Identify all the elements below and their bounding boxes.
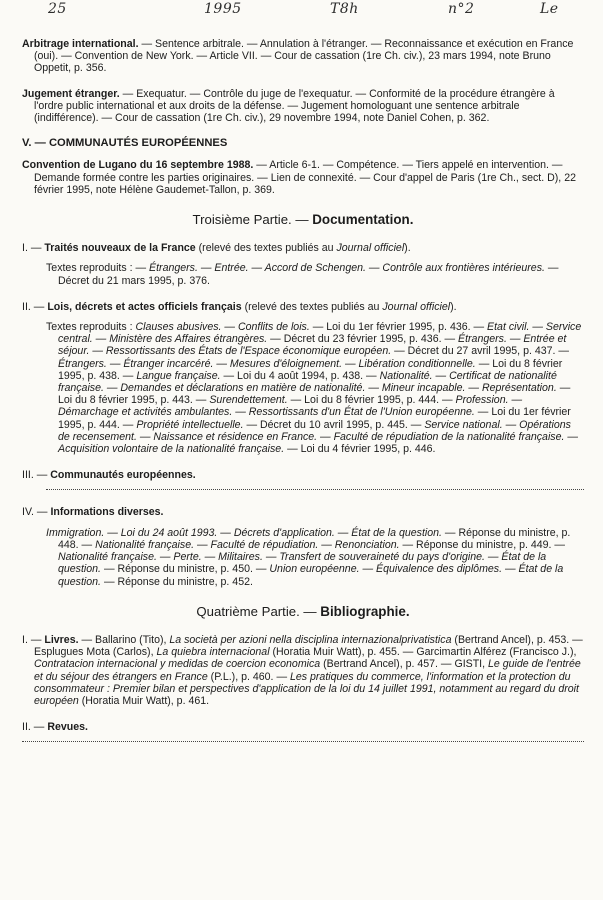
doc-section-2-heading: II. — Lois, décrets et actes officiels français (relevé des textes publiés au Journal officiel). xyxy=(22,300,457,313)
doc-section-4-body: Immigration. — Loi du 24 août 1993. — Décrets d'application. — État de la question. — Réponse du ministre, p. 448. — Nationalité française. — Faculté de répudiation. — Renonciation. — Réponse du ministre, p. 449. — Nationalité française. — Perte. — Militaires. — Transfert de souveraineté du pays d'origine. — État de la question. — Réponse du ministre, p. 450. — Union européenne. — Équivalence des diplômes. — État de la question. — Réponse du ministre, p. 452. xyxy=(46,526,571,588)
entry-arbitrage: Arbitrage international. — Sentence arbitrale. — Annulation à l'étranger. — Reconnaissance et exécution en France (oui). — Convention de New York. — Article VII. — Cour de cassation (1re Ch. civ.), 23 mars 1994, note Bruno Oppetit, p. 356. xyxy=(22,38,574,75)
doc-section-3-heading: III. — Communautés européennes. xyxy=(22,469,196,482)
section-v-heading: V. — COMMUNAUTÉS EUROPÉENNES xyxy=(22,137,228,150)
handwritten-note-3: T8h xyxy=(330,1,359,17)
document-page xyxy=(22,38,584,758)
dotted-leader-2 xyxy=(22,735,584,742)
biblio-books: I. — Livres. — Ballarino (Tito), La società per azioni nella disciplina internazionalprivatistica (Bertrand Ancel), p. 453. — Esplugues Mota (Carlos), La quiebra internacional (Horatia Muir Watt), p. 455. — Garcimartin Alférez (Francisco J.), Contratacion internacional y medidas de coercion economica (Bertrand Ancel), p. 457. — GISTI, Le guide de l'entrée et du séjour des étrangers en France (P.L.), p. 460. — Les pratiques du commerce, l'information et la protection du consommateur : Premier bilan et perspectives d'application de la loi du 14 juillet 1991, notamment au regard du droit européen (Horatia Muir Watt), p. 461. xyxy=(22,633,583,707)
handwritten-note-4: n°2 xyxy=(448,1,475,17)
entry-lugano: Convention de Lugano du 16 septembre 1988. — Article 6-1. — Compétence. — Tiers appelé en intervention. — Demande formée contre les parties originaires. — Lien de connexité. — Cour d'appel de Paris (1re Ch., sect. D), 22 février 1995, note Hélène Gaudemet-Tallon, p. 369. xyxy=(22,159,576,196)
biblio-section-2-heading: II. — Revues. xyxy=(22,721,88,734)
dotted-leader xyxy=(46,483,584,490)
handwritten-note-1: 25 xyxy=(48,1,67,17)
doc-section-1-heading: I. — Traités nouveaux de la France (relevé des textes publiés au Journal officiel). xyxy=(22,242,411,255)
handwritten-note-5: Le xyxy=(540,1,559,17)
doc-section-2-body: Textes reproduits : Clauses abusives. — Conflits de lois. — Loi du 1er février 1995, p. 436. — Etat civil. — Service central. — Ministère des Affaires étrangères. — Décret du 23 février 1995, p. 436. — Étrangers. — Entrée et séjour. — Ressortissants des États de l'Espace économique européen. — Décret du 27 avril 1995, p. 437. — Étrangers. — Étranger incarcéré. — Mesures d'éloignement. — Libération conditionnelle. — Loi du 8 février 1995, p. 438. — Langue française. — Loi du 4 août 1994, p. 438. — Nationalité. — Certificat de nationalité française. — Demandes et déclarations en matière de nationalité. — Mineur incapable. — Représentation. — Loi du 8 février 1995, p. 443. — Surendettement. — Loi du 8 février 1995, p. 444. — Profession. — Démarchage et activités ambulantes. — Ressortissants d'un État de l'Union européenne. — Loi du 1er février 1995, p. 444. — Propriété intellectuelle. — Décret du 10 avril 1995, p. 445. — Service national. — Opérations de recensement. — Naissance et résidence en France. — Faculté de répudiation de la nationalité française. — Acquisition volontaire de la nationalité française. — Loi du 4 février 1995, p. 446. xyxy=(46,321,582,456)
handwritten-note-2: 1995 xyxy=(204,1,242,17)
doc-section-4-heading: IV. — Informations diverses. xyxy=(22,506,164,519)
part-three-title: Troisième Partie. — Documentation. xyxy=(192,212,414,228)
part-four-title: Quatrième Partie. — Bibliographie. xyxy=(196,603,410,619)
entry-jugement-etranger: Jugement étranger. — Exequatur. — Contrôle du juge de l'exequatur. — Conformité de la procédure étrangère à l'ordre public international et aux droits de la défense. — Jugement homologuant une sentence arbitrale (indifférence). — Cour de cassation (1re Ch. civ.), 29 novembre 1994, note Daniel Cohen, p. 362. xyxy=(22,87,555,125)
doc-section-1-body: Textes reproduits : — Étrangers. — Entrée. — Accord de Schengen. — Contrôle aux frontières intérieures. — Décret du 21 mars 1995, p. 376. xyxy=(46,262,559,287)
